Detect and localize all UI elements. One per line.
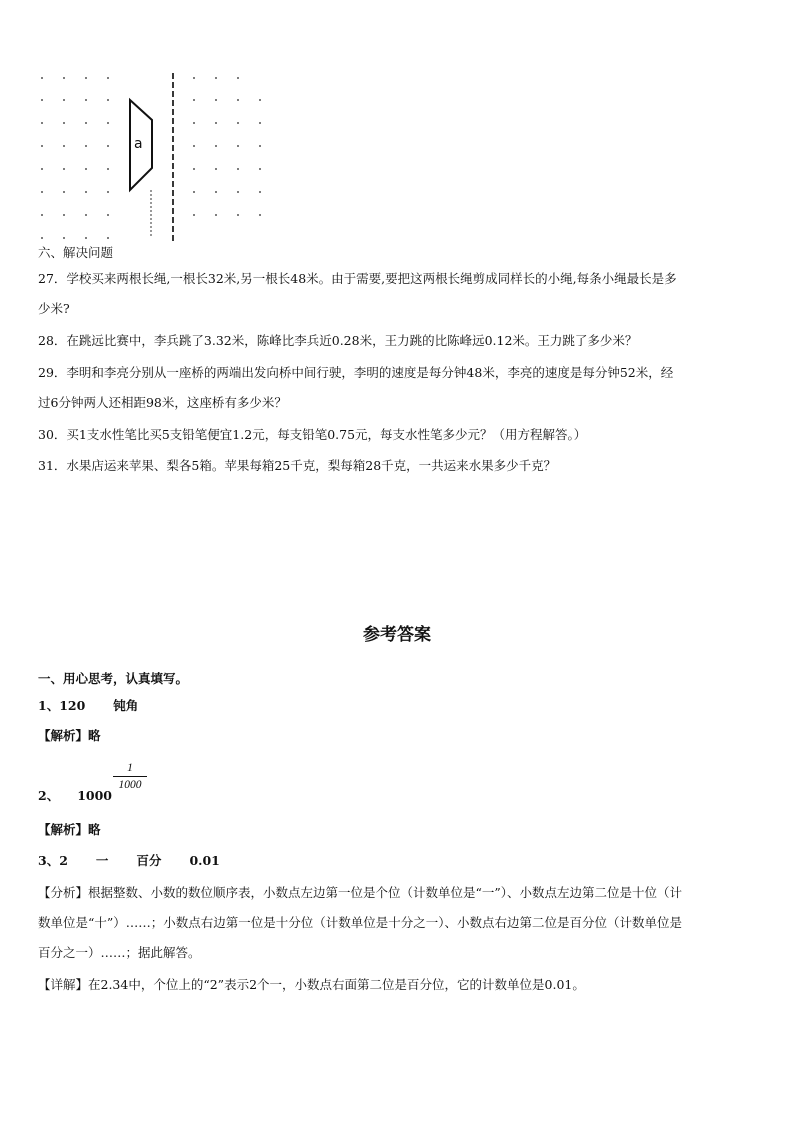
answer-3-analysis-line2: 数单位是“十”）……；小数点右边第一位是十分位（计数单位是十分之一）、小数点右边第二位是百分位（计数单位是 [38,915,683,930]
answer-1-number: 1、120 [38,698,86,713]
dot-grid-svg [30,68,270,246]
answer-2 [38,788,112,804]
fraction-bar [113,776,147,777]
answer-2-analysis: 【解析】略 [38,822,101,837]
fraction-numerator: 1 [127,762,133,774]
answer-2-number: 2、 [38,788,60,803]
question-29-line2: 过6分钟两人还相距98米，这座桥有多少米？ [38,395,287,410]
answer-1 [38,698,138,714]
answer-2-value: 1000 [77,788,112,803]
answer-3 [38,853,220,869]
answer-3-d: 0.01 [189,853,220,868]
answer-2-fraction [113,762,147,791]
shape-label: a [134,136,143,152]
answer-1-analysis: 【解析】略 [38,728,101,743]
answers-section1-heading: 一、用心思考，认真填写。 [38,671,189,686]
fraction-denominator: 1000 [118,779,142,791]
dot-row [41,237,109,239]
answer-3-b: 一 [95,853,109,868]
answer-3-detail: 【详解】在2.34中，个位上的“2”表示2个一，小数点右面第二位是百分位，它的计数单位是0.01。 [38,977,585,992]
question-31: 31．水果店运来苹果、梨各5箱。苹果每箱25千克，梨每箱28千克，一共运来水果多少千克？ [38,458,557,473]
question-27-line1: 27．学校买来两根长绳,一根长32米,另一根长48米。由于需要,要把这两根长绳剪成同样长的小绳,每条小绳最长是多 [38,271,677,286]
question-30: 30．买1支水性笔比买5支铅笔便宜1.2元，每支铅笔0.75元，每支水性笔多少元？（用方程解答。） [38,427,587,442]
section-heading: 六、解决问题 [38,245,114,260]
answer-3-number: 3、2 [38,853,68,868]
answer-3-c: 百分 [136,853,162,868]
question-28: 28．在跳远比赛中，李兵跳了3.32米，陈峰比李兵近0.28米，王力跳的比陈峰远0.12米。王力跳了多少米？ [38,333,638,348]
dot-row [41,99,261,101]
dot-grid-figure [30,68,270,246]
dot-row [41,77,239,79]
answer-3-analysis-line3: 百分之一）……；据此解答。 [38,945,201,960]
answers-title: 参考答案 [363,625,431,645]
question-29-line1: 29．李明和李亮分别从一座桥的两端出发向桥中间行驶，李明的速度是每分钟48米，李亮的速度是每分钟52米，经 [38,365,674,380]
question-27-line2: 少米? [38,301,70,316]
answer-1-word: 钝角 [113,698,139,713]
answer-3-analysis-line1: 【分析】根据整数、小数的数位顺序表，小数点左边第一位是个位（计数单位是“一”）、小数点左边第二位是十位（计 [38,885,683,900]
